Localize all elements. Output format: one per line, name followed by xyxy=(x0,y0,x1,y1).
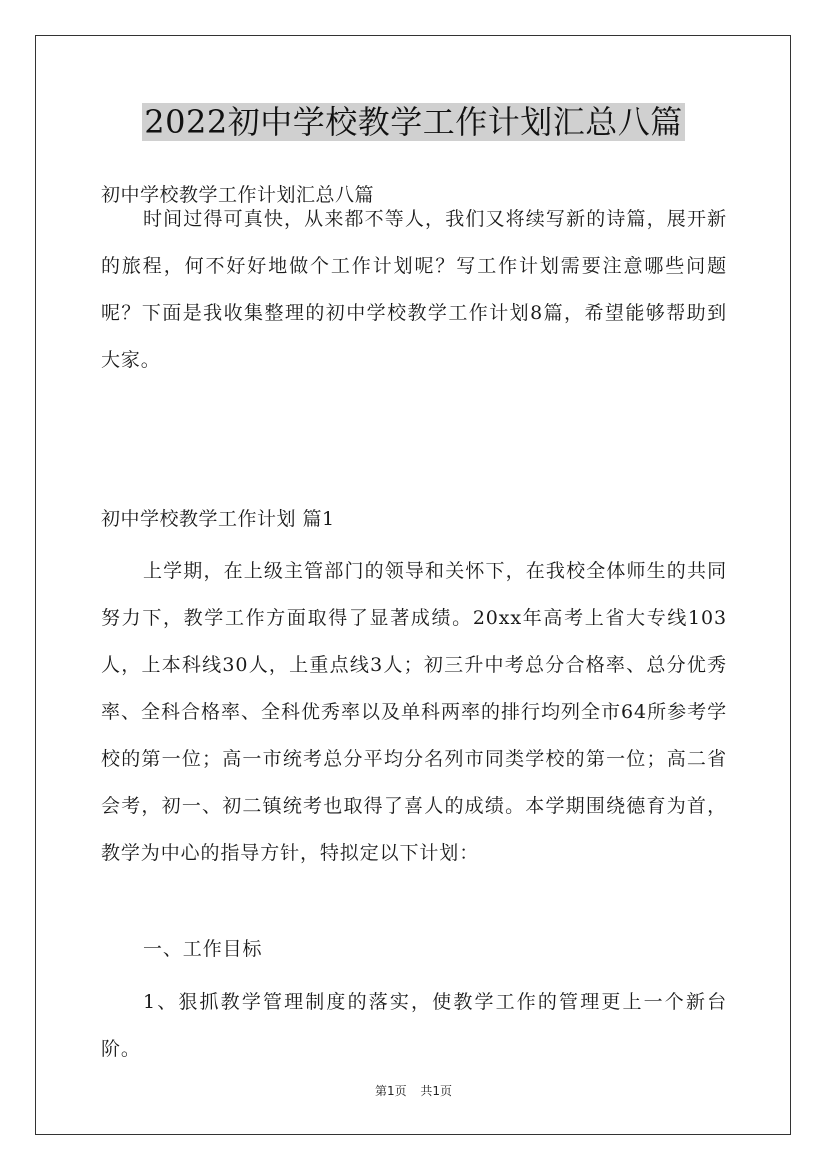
intro-paragraph: 时间过得可真快，从来都不等人，我们又将续写新的诗篇，展开新的旅程，何不好好地做个工作计划呢？写工作计划需要注意哪些问题呢？下面是我收集整理的初中学校教学工作计划8篇，希望能够帮助到大家。 xyxy=(101,208,727,371)
goal-heading: 一、工作目标 xyxy=(143,938,263,960)
document-title: 2022初中学校教学工作计划汇总八篇 xyxy=(144,103,683,141)
section-heading: 初中学校教学工作计划 篇1 xyxy=(101,508,335,530)
page-total: 共1页 xyxy=(420,1084,452,1098)
page-footer xyxy=(0,1082,827,1099)
document-subtitle: 初中学校教学工作计划汇总八篇 xyxy=(101,184,375,206)
section-paragraph: 上学期，在上级主管部门的领导和关怀下，在我校全体师生的共同努力下，教学工作方面取得了显著成绩。20xx年高考上省大专线103人，上本科线30人，上重点线3人；初三升中考总分合格率、总分优秀率、全科合格率、全科优秀率以及单科两率的排行均列全市64所参考学校的第一位；高一市统考总分平均分名列市同类学校的第一位；高二省会考，初一、初二镇统考也取得了喜人的成绩。本学期围绕德育为首，教学为中心的指导方针，特拟定以下计划： xyxy=(101,560,727,864)
page-number: 第1页 xyxy=(375,1084,407,1098)
goal-item: 1、狠抓教学管理制度的落实，使教学工作的管理更上一个新台阶。 xyxy=(101,991,727,1060)
title-container xyxy=(0,103,827,141)
